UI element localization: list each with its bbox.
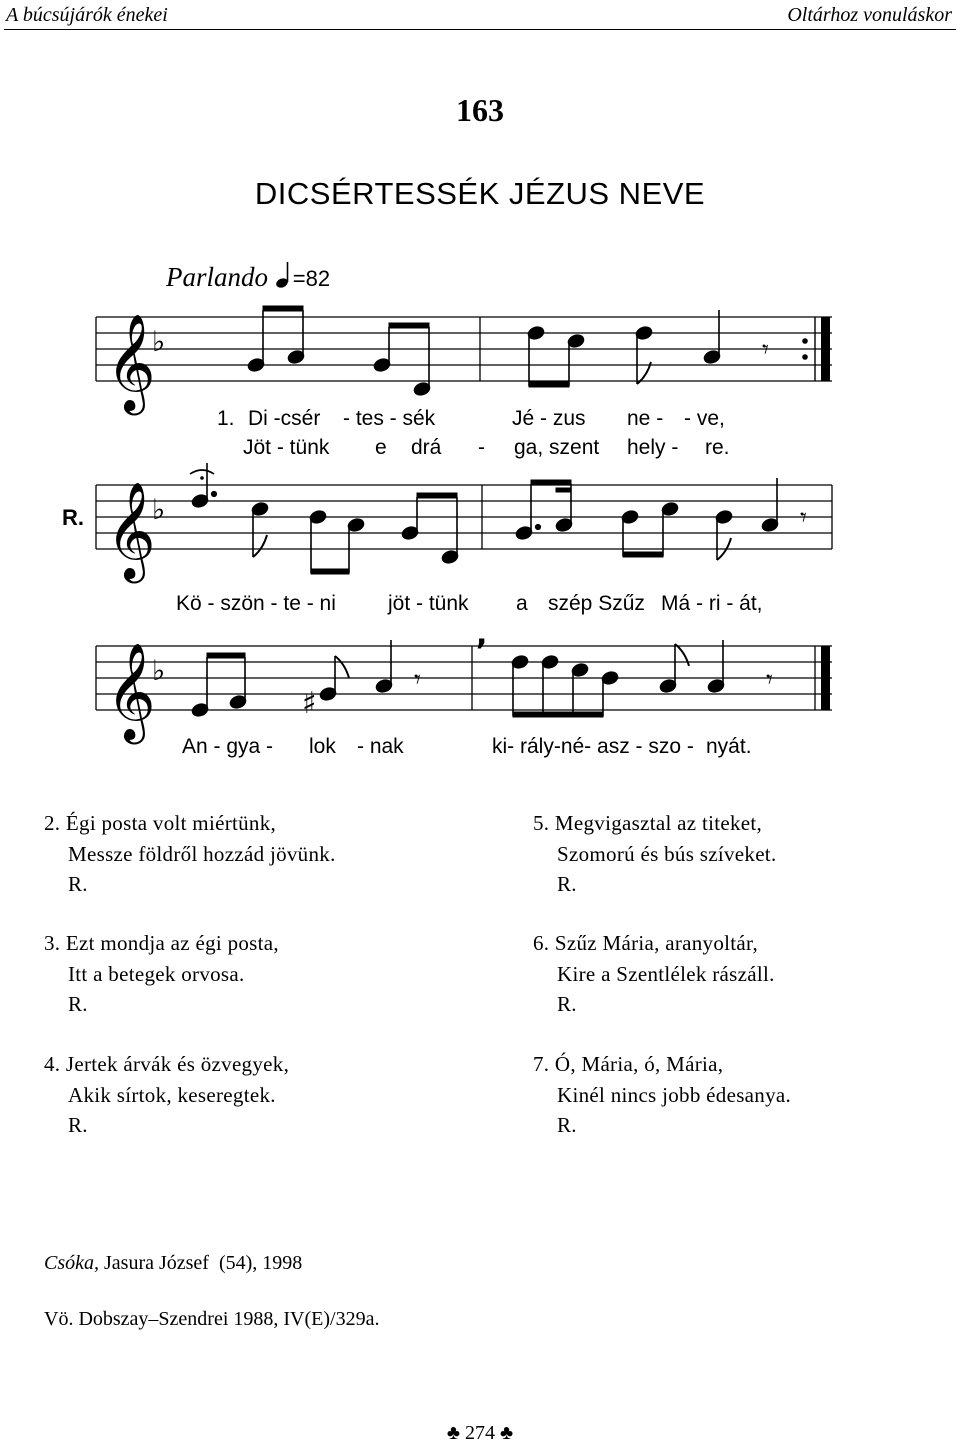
verse-line: 7. Ó, Mária, ó, Mária, [533,1052,724,1076]
lyric-verse1b-syl-2: e [375,436,387,459]
verse-7 [533,1049,791,1141]
lyric-verse1b-syl-3: drá [411,436,442,459]
verse-refrain: R. [557,872,577,896]
lyric-verse1-syl-2: Di -csér [248,407,321,430]
svg-text:♭: ♭ [152,325,166,358]
source-reference: Vö. Dobszay–Szendrei 1988, IV(E)/329a. [44,1308,380,1330]
verse-refrain: R. [68,992,88,1016]
song-title: DICSÉRTESSÉK JÉZUS NEVE [254,176,706,211]
page-footer [0,1422,960,1445]
lyric-verse1-syl-5: ne - [627,407,664,430]
source-collection [44,1252,302,1275]
header-section-title: Oltárhoz vonuláskor [787,4,952,26]
source-place: Csóka, [44,1252,99,1274]
verse-5 [533,808,777,900]
verse-4 [44,1049,289,1141]
verse-line: Kire a Szentlélek rászáll. [557,961,775,986]
lyric-verse1b-syl-6: hely - [627,436,679,459]
lyric-refrain-syl-2: jöt - tünk [388,592,469,615]
lyric-final-syl-1: An - gya - [182,735,274,758]
svg-text:𝄾: 𝄾 [414,665,421,695]
verse-line: 5. Megvigasztal az titeket, [533,811,763,835]
svg-text:𝄾: 𝄾 [766,665,773,695]
lyric-verse1-syl-3: - tes - sék [343,407,436,430]
verse-line: Messze földről hozzád jövünk. [68,841,336,866]
verse-line: Kinél nincs jobb édesanya. [557,1082,792,1107]
svg-text:♭: ♭ [152,493,166,526]
lyric-final-syl-5: nyát. [706,735,752,758]
clover-ornament-icon: ♣ [446,1422,460,1444]
page-number: 274 [465,1422,495,1444]
lyric-refrain-syl-4: szép Szűz [548,592,645,615]
tempo-word: Parlando [166,262,269,292]
verse-refrain: R. [68,1113,88,1137]
lyric-verse1-syl-1: 1. [217,407,235,430]
clover-ornament-icon: ♣ [500,1422,514,1444]
refrain-label: R. [62,505,84,530]
verse-refrain: R. [68,872,88,896]
svg-text:♭: ♭ [152,654,166,687]
source-person: Jasura József (54), 1998 [104,1252,303,1274]
svg-text:𝄞: 𝄞 [106,481,156,579]
lyric-final-syl-2: lok [309,735,336,758]
song-number: 163 [456,92,504,128]
lyric-final-syl-4: ki- rály-né- asz - szo - [492,735,694,758]
lyric-verse1b-syl-5: ga, szent [514,436,600,459]
lyric-verse1-syl-6: - ve, [684,407,725,430]
verse-line: 3. Ezt mondja az égi posta, [44,931,279,955]
lyric-refrain-syl-3: a [516,592,528,615]
verse-line: Itt a betegek orvosa. [68,961,245,986]
lyric-refrain-syl-5: Má - ri - át, [661,592,763,615]
lyric-final-syl-3: - nak [357,735,404,758]
lyric-verse1b-syl-1: Jöt - tünk [243,436,330,459]
svg-text:,: , [476,617,488,652]
svg-text:𝄾: 𝄾 [762,335,769,365]
verse-refrain: R. [557,1113,577,1137]
verse-6 [533,928,775,1020]
lyric-refrain-syl-1: Kö - szön - te - ni [176,592,336,615]
header-book-title: A búcsújárók énekei [6,4,168,26]
verse-2 [44,808,336,900]
svg-text:♯: ♯ [302,686,317,721]
verse-line: Akik sírtok, keseregtek. [68,1082,276,1107]
svg-text:𝄞: 𝄞 [106,642,156,740]
svg-text:𝄾: 𝄾 [800,503,807,533]
lyric-verse1-syl-4: Jé - zus [512,407,586,430]
verse-refrain: R. [557,992,577,1016]
verse-3 [44,928,279,1020]
verse-line: Szomorú és bús szíveket. [557,841,777,866]
verse-line: 2. Égi posta volt miértünk, [44,811,277,835]
lyric-verse1b-syl-7: re. [705,436,730,459]
verse-line: 6. Szűz Mária, aranyoltár, [533,931,759,955]
tempo-value: =82 [292,266,331,291]
verse-line: 4. Jertek árvák és özvegyek, [44,1052,290,1076]
lyric-verse1b-syl-4: - [478,436,485,459]
svg-text:𝄞: 𝄞 [106,313,156,411]
